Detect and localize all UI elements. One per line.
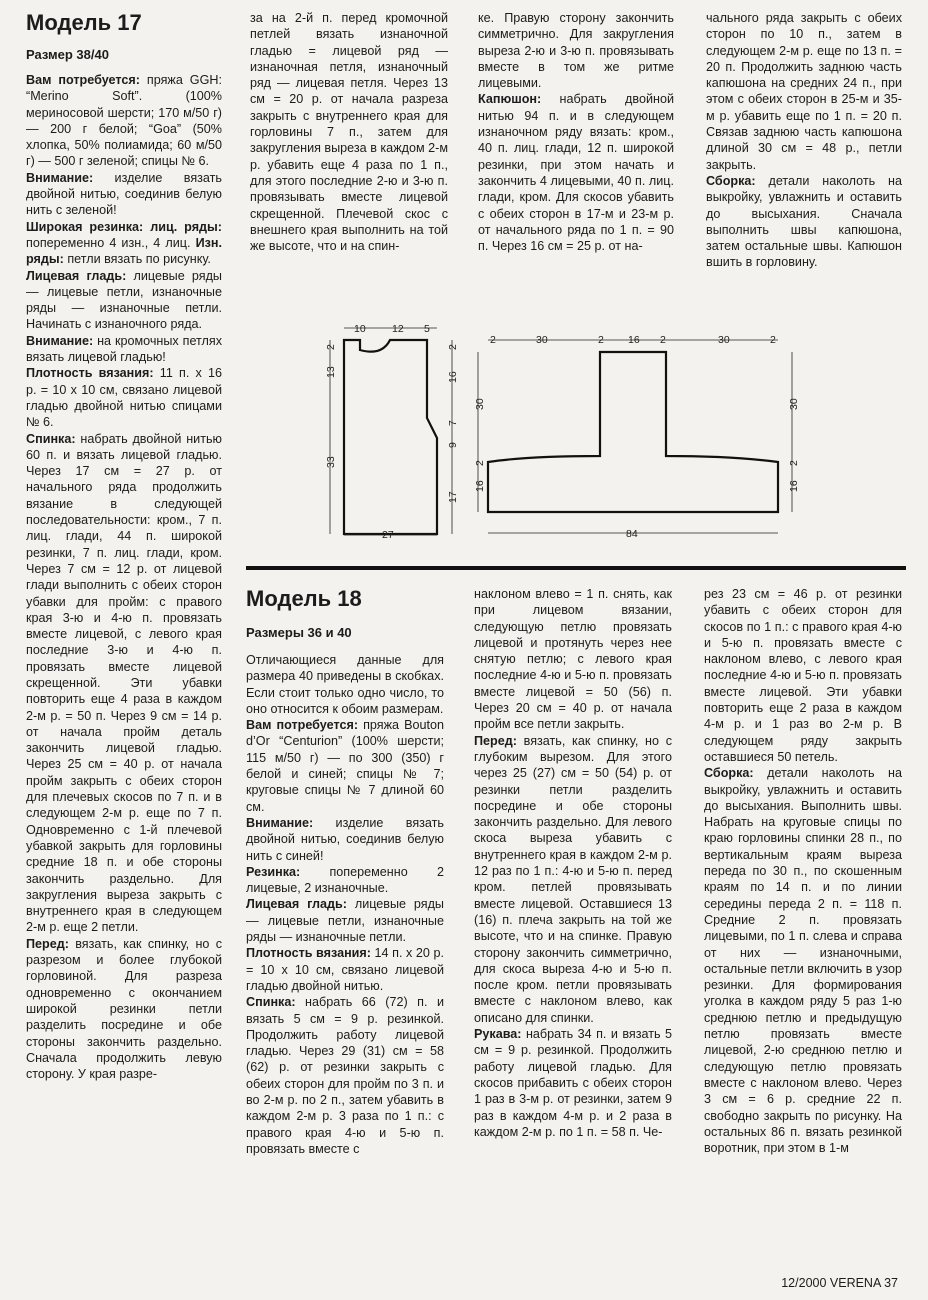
paragraph-text: наклоном влево = 1 п. снять, как при лицевом вязании, следующую петлю провязать лицевой и протянуть через нее снятую петлю; с левого края последние 4-ю и 5-ю п. провязать вместе лицевой = 50 (56) п. Через 20 см = 40 р. от начала пройм все петли закрыть. [474, 587, 672, 732]
paragraph-text: набрать двойной нитью 60 п. и вязать лицевой гладью. Через 17 см = 27 р. от начального ряда продолжить вязание в следующей последовательности: кром., 7 п. лиц. глади, 44 п. широкой резинки, 7 п. лиц. глади, кром. Через 7 см = 12 р. от лицевой глади выполнить с обеих сторон убавки для пройм: с правого края 3-ю и 4-ю п. провязать вместе лицевой, с левого края последние 3-ю и 4-ю п. провязать вместе лицевой скрещенной. Эти убавки повторить еще 4 раза в каждом 2-м р. = 50 п. Через 9 см = 14 р. от начала пройм деталь закончить лицевой гладью. Через 25 см = 40 р. от начала пройм закрыть с обеих сторон для плечевых скосов по 7 п. и в следующем 2-м р. еще по 7 п. Одновременно с 1-й плечевой убавкой закрыть для горловины средние 18 п. и обе стороны закончить раздельно. Для закругления выреза закрыть с внутреннего края в следующем 2-м р. еще 2 петли. [26, 431, 222, 935]
paragraph [26, 936, 222, 1083]
m17-title: Модель 17 [26, 10, 142, 35]
paragraph [26, 268, 222, 333]
body-shape [344, 340, 437, 534]
m17-body-diagram [312, 318, 472, 548]
paragraph [246, 945, 444, 994]
paragraph-heading: Перед: [474, 733, 517, 748]
paragraph-text: петли вязать по рисунку. [63, 252, 211, 267]
paragraph-heading: Сборка: [704, 766, 754, 781]
paragraph [26, 333, 222, 366]
m17-col1-body [26, 72, 222, 1082]
m18-col1 [246, 586, 444, 1157]
paragraph [26, 365, 222, 430]
paragraph-text: изделие вязать двойной нитью, соединив белую нить с зеленой! [26, 170, 222, 218]
paragraph-text: детали наколоть на выкройку, увлажнить и оставить до высыхания. Сначала выполнить швы капюшона, затем остальные швы. Капюшон вшить в горловину. [706, 173, 902, 270]
dim2-left-1: 30 [474, 398, 486, 410]
paragraph [478, 10, 674, 91]
paragraph-heading: Плотность вязания: [246, 946, 371, 961]
dim-left-1: 2 [325, 344, 337, 350]
m17-col1 [26, 10, 222, 1082]
m18-col2 [474, 586, 672, 1140]
paragraph-text: 14 п. х 20 р. = 10 х 10 см, связано лицевой гладью двойной нитью. [246, 946, 444, 993]
dim2-top-3: 2 [598, 334, 604, 346]
paragraph-text: 11 п. х 16 р. = 10 х 10 см, связано лицевой гладью двойной нитью спицами № 6. [26, 366, 222, 430]
paragraph-heading: Внимание: [246, 815, 314, 830]
m18-size: Размеры 36 и 40 [246, 625, 352, 640]
paragraph [246, 652, 444, 717]
paragraph-heading: Рукава: [474, 1027, 522, 1042]
dim2-top-7: 2 [770, 334, 776, 346]
hood-shape [488, 352, 778, 512]
paragraph-text: вязать, как спинку, но с глубоким вырезом. Для этого через 25 (27) см = 50 (54) р. от резинки петли разделить посредине и обе стороны закончить раздельно. Для левого скоса выреза убавить с внутреннего края в каждом 2-м р. 12 раз по 1 п.: 4-ю и 5-ю п. перед кром. петлей провязывать вместе лицевой. Оставшиеся 13 (16) п. плеча закрыть на той же высоте, что и на спинке. Правую сторону закончить симметрично, для скоса выреза 4-ю и 5-ю п. после кром. петли провязывать вместе с наклоном влево, как описано для спинки. [474, 733, 672, 1025]
paragraph [478, 91, 674, 254]
m18-col2-body [474, 586, 672, 1140]
paragraph-text: изделие вязать двойной нитью, соединив белую нить с синей! [246, 815, 444, 863]
paragraph [474, 1026, 672, 1140]
footer-issue: 12/2000 VERENA [781, 1276, 881, 1290]
dim-right-1: 2 [447, 344, 459, 350]
paragraph [26, 170, 222, 219]
paragraph-heading: Вам потребуется: [26, 73, 140, 87]
paragraph-text: вязать, как спинку, но с разрезом и более глубокой горловиной. Для разреза одновременно с окончанием широкой резинки петли разделить посредине и обе стороны закончить раздельно. Сначала продолжить левую сторону. У края разре- [26, 936, 222, 1082]
paragraph [704, 586, 902, 765]
m17-col3-body [478, 10, 674, 254]
paragraph-text: Отличающиеся данные для размера 40 приведены в скобках. Если стоит только одно число, то оно относится к обоим размерам. [246, 653, 444, 716]
paragraph-text: лицевые ряды — лицевые петли, изнаночные ряды — изнаночные петли. [246, 897, 444, 945]
paragraph-heading: Внимание: [26, 333, 94, 348]
dim2-top-6: 30 [718, 334, 730, 346]
paragraph-text: лицевые ряды — лицевые петли, изнаночные ряды — изнаночные петли. Начинать с изнаночного ряда. [26, 268, 222, 332]
paragraph [246, 896, 444, 945]
paragraph-text: попеременно 4 изн., 4 лиц. [26, 235, 191, 250]
dim2-top-2: 30 [536, 334, 548, 346]
dim2-right-3: 16 [788, 480, 800, 492]
paragraph-text: набрать 34 п. и вязать 5 см = 9 р. резинкой. Продолжить работу лицевой гладью. Для скосов прибавить с обеих сторон 1 раз в 3-м р. от резинки, затем 9 раз в каждом 4-м р. и 2 раза в каждом 2-м р. по 1 п. = 58 п. Че- [474, 1027, 672, 1139]
dim-bottom: 27 [382, 529, 394, 541]
paragraph-text: набрать 66 (72) п. и вязать 5 см = 9 р. резинкой. Продолжить работу лицевой гладью. Через 29 (31) см = 58 (62) р. от резинки закрыть с обеих сторон для пройм по 3 п. и во 2-м р. по 2 п., затем убавить в каждом 2-м р. 3 раза по 1 п.: с правого края 4-ю и 5-ю п. провязать вместе с [246, 995, 444, 1156]
dim2-bottom: 84 [626, 528, 638, 540]
paragraph-heading: Лицевая гладь: [26, 268, 127, 283]
m17-col4-body [706, 10, 902, 271]
dim2-right-1: 30 [788, 398, 800, 410]
footer-page: 37 [884, 1276, 898, 1290]
dim-right-3: 7 [447, 420, 459, 426]
paragraph-heading: Плотность вязания: [26, 366, 154, 381]
paragraph-text: попеременно 2 лицевые, 2 изнаночные. [246, 864, 444, 896]
m17-col2 [250, 10, 448, 254]
paragraph-heading: Перед: [26, 936, 69, 951]
dim-right-4: 9 [447, 442, 459, 448]
dim2-right-2: 2 [788, 460, 800, 466]
m17-hood-diagram [474, 330, 808, 545]
paragraph [474, 733, 672, 1026]
section-divider [246, 566, 906, 570]
paragraph [706, 10, 902, 173]
paragraph-heading: Спинка: [246, 995, 296, 1010]
m17-size: Размер 38/40 [26, 47, 109, 62]
paragraph [246, 994, 444, 1157]
paragraph-text: детали наколоть на выкройку, увлажнить и оставить до высыхания. Выполнить швы. Набрать на круговые спицы по краю горловины спинки 28 п., по вертикальным краям выреза переда по 30 п., по скошенным краям по 14 п. и по линии середины переда 2 п. = 118 п. Средние 2 п. провязать лицевыми, по 1 п. слева и справа от них — изнаночными, остальные петли включить в узор резинки. Для формирования уголка в каждом ряду 5 раз 1-ю среднюю петлю и предыдущую петлю провязать вместе лицевой, 2-ю среднюю петлю и следующую петлю провязать вместе с наклоном влево. Через 3 см = 6 р. средние 22 п. свободно закрыть по рисунку. На остальных 86 п. вязать резинкой воротник, при этом в 1-м [704, 766, 902, 1156]
paragraph-heading: Широкая резинка: лиц. ряды: [26, 219, 222, 234]
dim2-left-3: 16 [474, 480, 486, 492]
page-footer [781, 1276, 898, 1290]
paragraph-heading: Капюшон: [478, 92, 542, 107]
dim-top-3: 5 [424, 323, 430, 335]
paragraph-text: набрать двойной нитью 94 п. и в следующем изнаночном ряду вязать: кром., 40 п. лиц. глади, 12 п. широкой резинки, при этом начать и закончить 4 лицевыми, 40 п. лиц. глади, кром. Для скосов убавить с обеих сторон в 17-м и 23-м р. от начального ряда по 1 п. = 90 п. Через 16 см = 25 р. от на- [478, 92, 674, 254]
paragraph-heading: Резинка: [246, 864, 301, 879]
paragraph [704, 765, 902, 1156]
dim-top-1: 10 [354, 323, 366, 335]
paragraph-heading: Изн. ряды: [26, 235, 223, 267]
dim2-top-1: 2 [490, 334, 496, 346]
paragraph [246, 815, 444, 864]
dim-right-2: 16 [447, 371, 459, 383]
dim-right-5: 17 [447, 491, 459, 503]
paragraph [246, 864, 444, 897]
paragraph [474, 586, 672, 733]
paragraph [26, 219, 222, 268]
m18-col3 [704, 586, 902, 1156]
paragraph [26, 431, 222, 936]
paragraph-heading: Лицевая гладь: [246, 897, 347, 912]
dim-left-2: 13 [325, 366, 337, 378]
paragraph-heading: Вам потребуется: [246, 718, 359, 733]
paragraph [706, 173, 902, 271]
paragraph-text: на кромочных петлях вязать лицевой гладью! [26, 333, 222, 365]
m17-col2-text: за на 2-й п. перед кромочной петлей вязать изнаночной гладью = лицевой ряд — изнаночная петля, изнаночный ряд — лицевая петля. Через 13 см = 20 р. от начала разреза закрыть с внутреннего края для горловины 7 п., затем для закругления выреза в каждом 2-м р. убавить еще 4 раза по 1 п., для этого последние 2-ю и 3-ю п. провязывать вместе лицевой скрещенной. Плечевой скос с внешнего края выполнить на той же высоте, что и на спин- [250, 11, 448, 254]
dim2-left-2: 2 [474, 460, 486, 466]
m18-col3-body [704, 586, 902, 1156]
paragraph-text: рез 23 см = 46 р. от резинки убавить с обеих сторон для скосов по 1 п.: с правого края 4-ю и 5-ю п. провязать вместе с наклоном влево, с левого края последние 4-ю и 5-ю п. провязать вместе лицевой. Эти убавки повторить еще 2 раза в каждом 4-м р. и 1 раз во 2-м р. В следующем ряду закрыть оставшиеся 50 петель. [704, 587, 902, 764]
m18-title: Модель 18 [246, 586, 362, 611]
paragraph-text: пряжа GGH: “Merino Soft”. (100% мериносовой шерсти; 170 м/50 г) — 200 г белой; “Goa” (50% хлопка, 50% полиамида; 60 м/50 г) — 500 г зеленой; спицы № 6. [26, 73, 222, 169]
paragraph-text: пряжа Bouton d’Or “Centurion” (100% шерсти; 115 м/50 г) — по 300 (350) г белой и синей; спицы № 7; круговые спицы № 7 длиной 60 см. [246, 718, 445, 814]
dim2-top-5: 2 [660, 334, 666, 346]
paragraph [26, 72, 222, 170]
paragraph-text: ке. Правую сторону закончить симметрично. Для закругления выреза 2-ю и 3-ю п. провязывать вместе в том же ритме лицевыми. [478, 11, 674, 91]
m17-col4 [706, 10, 902, 271]
paragraph-heading: Внимание: [26, 170, 94, 185]
m18-col1-body [246, 652, 444, 1157]
dim-top-2: 12 [392, 323, 404, 335]
paragraph-heading: Сборка: [706, 173, 756, 188]
m17-col3 [478, 10, 674, 254]
dim2-top-4: 16 [628, 334, 640, 346]
paragraph-heading: Спинка: [26, 431, 76, 446]
paragraph [246, 717, 444, 815]
dim-left-3: 33 [325, 456, 337, 468]
paragraph-text: чального ряда закрыть с обеих сторон по 10 п., затем в следующем 2-м р. еще по 13 п. = 20 п. Продолжить заднюю часть капюшона на средних 24 п., при этом с обеих сторон в 25-м и 35-м р. убавить еще по 1 п. = 20 п. Связав заднюю часть капюшона длиной 30 см = 48 р., петли закрыть. [706, 11, 902, 172]
